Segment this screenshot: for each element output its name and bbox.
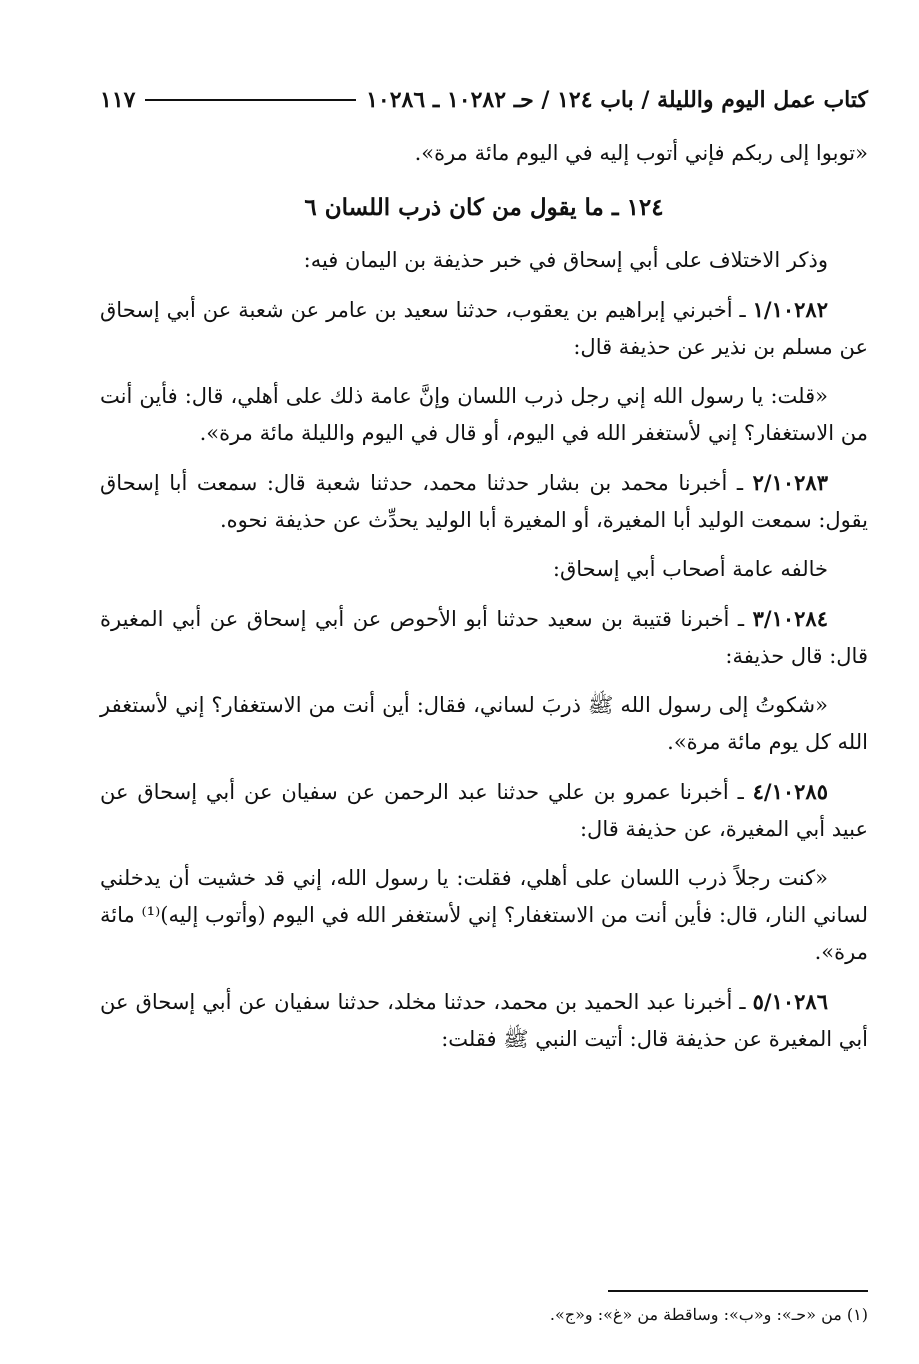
hadith-number: ٣/١٠٢٨٤ bbox=[752, 606, 828, 631]
footnote: (١) من «حـ»: و«ب»: وساقطة من «غ»: و«ج». bbox=[549, 1305, 868, 1324]
hadith-10284 bbox=[100, 600, 868, 675]
hadith-text: ـ أخبرنا عبد الحميد بن محمد، حدثنا مخلد، حدثنا سفيان عن أبي إسحاق عن أبي المغيرة عن حذيفة قال: أتيت النبي ﷺ فقلت: bbox=[100, 990, 868, 1051]
hadith-10285 bbox=[100, 773, 868, 848]
page-body bbox=[100, 135, 868, 1070]
hadith-number: ١/١٠٢٨٢ bbox=[752, 297, 828, 322]
chapter-heading: ١٢٤ ـ ما يقول من كان ذرب اللسان ٦ bbox=[304, 194, 664, 221]
hadith-10286 bbox=[100, 983, 868, 1058]
quote-10284: «شكوتُ إلى رسول الله ﷺ ذربَ لساني، فقال: أين أنت من الاستغفار؟ إني لأستغفر الله كل يوم مائة مرة». bbox=[100, 693, 868, 754]
hadith-10282 bbox=[100, 291, 868, 366]
note-paragraph: خالفه عامة أصحاب أبي إسحاق: bbox=[552, 557, 828, 581]
hadith-10283 bbox=[100, 464, 868, 539]
continuation-paragraph: «توبوا إلى ربكم فإني أتوب إليه في اليوم مائة مرة». bbox=[414, 141, 868, 165]
header-rule bbox=[145, 99, 356, 101]
hadith-text: ـ أخبرنا محمد بن بشار حدثنا محمد، حدثنا شعبة قال: سمعت أبا إسحاق يقول: سمعت الوليد أبا المغيرة، أو المغيرة أبا الوليد يحدِّث عن حذيفة نحوه. bbox=[100, 471, 868, 532]
hadith-text: ـ أخبرني إبراهيم بن يعقوب، حدثنا سعيد بن عامر عن شعبة عن أبي إسحاق عن مسلم بن نذير عن حذيفة قال: bbox=[100, 298, 868, 359]
footnote-rule bbox=[608, 1290, 868, 1292]
hadith-number: ٢/١٠٢٨٣ bbox=[752, 470, 828, 495]
quote-10285: «كنت رجلاً ذرب اللسان على أهلي، فقلت: يا رسول الله، إني قد خشيت أن يدخلني لساني النار، قال: فأين أنت من الاستغفار؟ إني لأستغفر الله في اليوم (وأتوب إليه)⁽¹⁾ مائة مرة». bbox=[100, 866, 869, 964]
running-header bbox=[100, 80, 868, 120]
intro-paragraph: وذكر الاختلاف على أبي إسحاق في خبر حذيفة بن اليمان فيه: bbox=[303, 248, 828, 272]
page-number: ١١٧ bbox=[100, 87, 136, 113]
hadith-number: ٤/١٠٢٨٥ bbox=[752, 779, 828, 804]
hadith-text: ـ أخبرنا قتيبة بن سعيد حدثنا أبو الأحوص عن أبي إسحاق عن أبي المغيرة قال: قال حذيفة: bbox=[100, 607, 868, 668]
hadith-text: ـ أخبرنا عمرو بن علي حدثنا عبد الرحمن عن سفيان عن أبي إسحاق عن عبيد أبي المغيرة، عن حذيفة قال: bbox=[100, 780, 868, 841]
quote-10282: «قلت: يا رسول الله إني رجل ذرب اللسان وإنَّ عامة ذلك على أهلي، قال: فأين أنت من الاستغفار؟ إني لأستغفر الله في اليوم، أو قال في اليوم والليلة مائة مرة». bbox=[100, 384, 868, 445]
header-title: كتاب عمل اليوم والليلة / باب ١٢٤ / حـ ١٠٢٨٢ ـ ١٠٢٨٦ bbox=[366, 87, 868, 113]
hadith-number: ٥/١٠٢٨٦ bbox=[752, 989, 828, 1014]
